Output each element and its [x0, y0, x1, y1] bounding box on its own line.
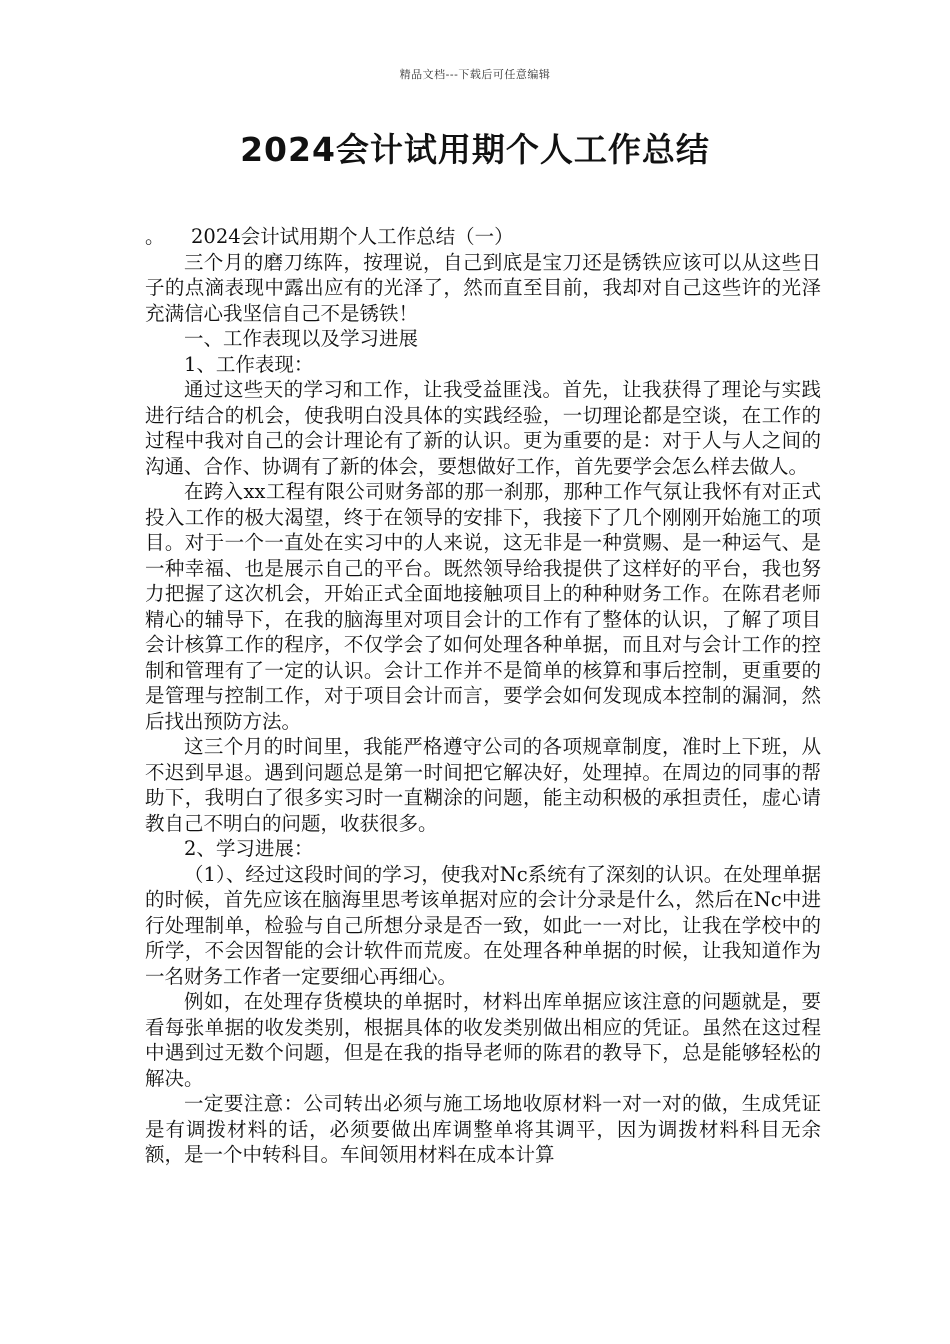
paragraph-attention: 一定要注意：公司转出必须与施工场地收原材料一对一对的做，生成凭证是有调拨材料的话，必须要做出库调整单将其调平，因为调拨材料科目无余额，是一个中转科目。车间领用材料在成本计算: [145, 1092, 821, 1166]
document-title: 2024会计试用期个人工作总结: [240, 130, 710, 169]
document-body: [145, 224, 821, 1168]
paragraph-intro: 三个月的磨刀练阵，按理说，自己到底是宝刀还是锈铁应该可以从这些日子的点滴表现中露出应有的光泽了，然而直至目前，我却对自己这些许的光泽充满信心我坚信自己不是锈铁！: [145, 250, 821, 325]
heading-work-performance: 1、工作表现：: [184, 352, 314, 376]
heading-study-progress: 2、学习进展：: [184, 837, 314, 860]
section-title: 2024会计试用期个人工作总结（一）: [191, 225, 514, 248]
paragraph-three-months: 这三个月的时间里，我能严格遵守公司的各项规章制度，准时上下班，从不迟到早退。遇到问题总是第一时间把它解决好，处理掉。在周边的同事的帮助下，我明白了很多实习时一直糊涂的问题，能主动积极的承担责任，虚心请教自己不明白的问题，收获很多。: [145, 735, 821, 835]
paragraph-nc-system: （1）、经过这段时间的学习，使我对Nc系统有了深刻的认识。在处理单据的时候，首先应该在脑海里思考该单据对应的会计分录是什么，然后在Nc中进行处理制单，检验与自己所想分录是否一致，如此一一对比，让我在学校中的所学，不会因智能的会计软件而荒废。在处理各种单据的时候，让我知道作为一名财务工作者一定要细心再细心。: [145, 862, 821, 988]
heading-work-and-study: 一、工作表现以及学习进展: [184, 327, 419, 350]
paragraph-benefits: 通过这些天的学习和工作，让我受益匪浅。首先，让我获得了理论与实践进行结合的机会，使我明白没具体的实践经验，一切理论都是空谈，在工作的过程中我对自己的会计理论有了新的认识。更为重要的是：对于人与人之间的沟通、合作、协调有了新的体会，要想做好工作，首先要学会怎么样去做人。: [145, 378, 821, 478]
header-note: 精品文档---下载后可任意编辑: [399, 68, 551, 81]
paragraph-joining-company: 在跨入xx工程有限公司财务部的那一刹那，那种工作气氛让我怀有对正式投入工作的极大渴望，终于在领导的安排下，我接下了几个刚刚开始施工的项目。对于一个一直处在实习中的人来说，这无非是一种赏赐、是一种运气、是一种幸福、也是展示自己的平台。既然领导给我提供了这样好的平台，我也努力把握了这次机会，开始正式全面地接触项目上的种种财务工作。在陈君老师精心的辅导下，在我的脑海里对项目会计的工作有了整体的认识，了解了项目会计核算工作的程序，不仅学会了如何处理各种单据，而且对与会计工作的控制和管理有了一定的认识。会计工作并不是简单的核算和事后控制，更重要的是管理与控制工作，对于项目会计而言，要学会如何发现成本控制的漏洞，然后找出预防方法。: [145, 480, 821, 733]
lead-mark: 。: [145, 225, 165, 248]
section-heading: [145, 224, 821, 250]
paragraph-example: 例如，在处理存货模块的单据时，材料出库单据应该注意的问题就是，要看每张单据的收发类别，根据具体的收发类别做出相应的凭证。虽然在这过程中遇到过无数个问题，但是在我的指导老师的陈君的教导下，总是能够轻松的解决。: [145, 990, 821, 1090]
